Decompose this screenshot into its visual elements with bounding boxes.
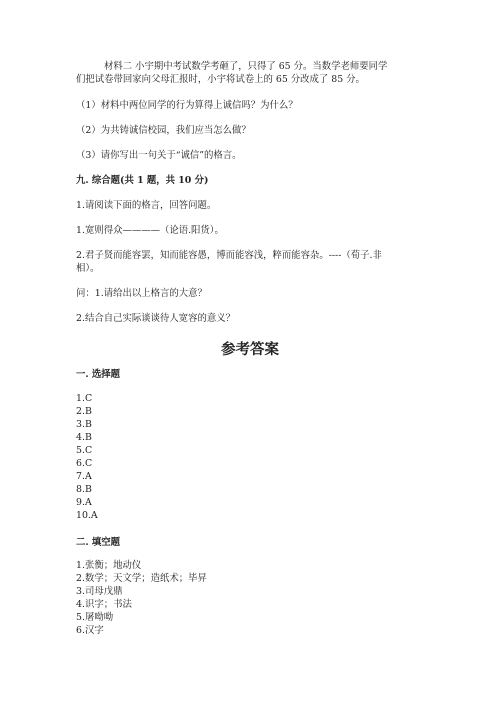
choice-answer: 6.C xyxy=(76,458,93,469)
fill-heading: 二. 填空题 xyxy=(76,537,121,548)
section-9-item-2: 1.宽则得众————（论语.阳货）。 xyxy=(76,225,224,236)
fill-answer: 5.屠呦呦 xyxy=(76,612,114,623)
fill-answer: 2.数学；天文学；造纸术；毕昇 xyxy=(76,573,207,584)
choice-answer: 4.B xyxy=(76,432,92,443)
section-9-item-3-line-2: 相）。 xyxy=(76,263,100,274)
choice-answer: 5.C xyxy=(76,445,93,456)
choice-answer: 8.B xyxy=(76,484,92,495)
question-3: （3）请你写出一句关于“诚信”的格言。 xyxy=(76,150,242,161)
fill-answer: 4.识字；书法 xyxy=(76,599,132,610)
material-2-line-1: 材料二 小宇期中考试数学考砸了，只得了 65 分。当数学老师要同学 xyxy=(104,61,388,72)
choice-answer: 7.A xyxy=(76,471,92,482)
choice-answer: 1.C xyxy=(76,393,93,404)
section-9-ask-1: 问：1.请给出以上格言的大意？ xyxy=(76,288,207,299)
fill-answer: 3.司母戊鼎 xyxy=(76,586,123,597)
choice-answer-list xyxy=(76,392,98,522)
choice-answer: 9.A xyxy=(76,497,92,508)
material-2-line-2: 们把试卷带回家向父母汇报时，小宇将试卷上的 65 分改成了 85 分。 xyxy=(76,74,365,85)
section-9-heading: 九. 综合题(共 1 题，共 10 分) xyxy=(76,175,209,186)
choice-answer: 10.A xyxy=(76,510,98,521)
section-9-ask-2: 2.结合自己实际谈谈待人宽容的意义？ xyxy=(76,313,235,324)
choice-heading: 一. 选择题 xyxy=(76,369,121,380)
section-9-item-3-line-1: 2.君子贤而能容罢，知而能容愚，博而能容浅，粹而能容杂。----（荀子.非 xyxy=(76,250,382,261)
question-2: （2）为共铸诚信校园，我们应当怎么做？ xyxy=(76,125,251,136)
choice-answer: 2.B xyxy=(76,406,92,417)
fill-answer: 1.张衡；地动仪 xyxy=(76,560,142,571)
fill-answer: 6.汉字 xyxy=(76,625,104,636)
question-1: （1）材料中两位同学的行为算得上诚信吗？为什么？ xyxy=(76,100,298,111)
answers-title: 参考答案 xyxy=(221,341,279,358)
section-9-item-1: 1.请阅读下面的格言，回答问题。 xyxy=(76,200,217,211)
fill-answer-list xyxy=(76,559,207,637)
choice-answer: 3.B xyxy=(76,419,92,430)
